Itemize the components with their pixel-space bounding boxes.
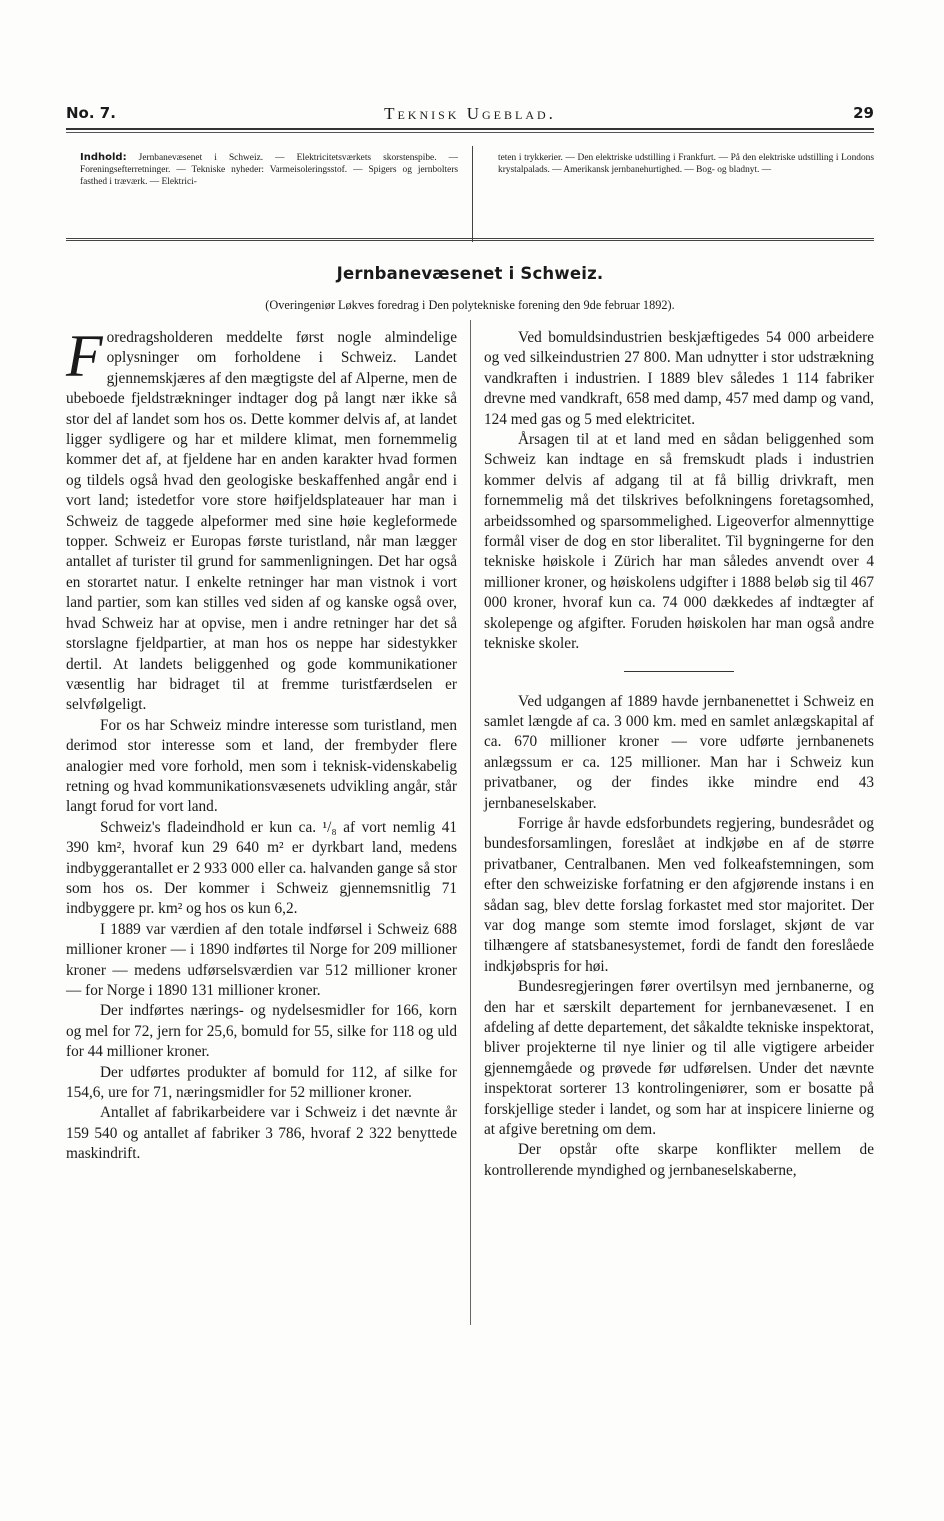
paragraph: For os har Schweiz mindre interesse som turistland, men derimod stor interesse som et land, der frembyder flere analogier med vore forhold, men som i teknisk-videnskabelig retning og hvad kommunikationsvæsenets udvikling angår, står langt forud for vort land.	[66, 716, 457, 816]
paragraph: Der opstår ofte skarpe konflikter mellem de kontrollerende myndighed og jernbaneselskaberne,	[484, 1141, 874, 1179]
paragraph-text: oredragsholderen meddelte først nogle almindelige oplysninger om forholdene i Schweiz. Landet gjennemskjæres af den mægtigste del af Alperne, men de ubeboede fjeldstrækninger indtager dog på langt nær ikke så stor del af landet som hos os. Dette kommer delvis af, at landet ligger sydligere og har et mildere klimat, men fornemmelig kommer det af, at fjeldene har en anden karakter hvad formen og tildels også hvad den geologiske beskaffenhed angår end i vort land; istedetfor vore store høifjeldsplateauer har man i Schweiz de taggede alpeformer med sine høie kegleformede topper. Schweiz er Europas første turistland, når man lægger antallet af turister til grund for sammenligningen. Det har også en storartet natur. I enkelte retninger har man vistnok i vort land partier, som kan stilles ved siden af og kanske også over, hvad Schweiz har at opvise, men i andre retninger har det så storslagne fjeldpartier, at man hos os neppe har sidestykker dertil. At landets beliggenhed og gode kommunikationer væsentlig har bidraget til at fremme turistfærdselen er selvfølgeligt.	[66, 329, 457, 714]
paragraph: Antallet af fabrikarbeidere var i Schweiz i det nævnte år 159 540 og antallet af fabriker 3 786, hvoraf 2 322 benyttede maskindrift.	[66, 1104, 457, 1163]
contents-label: Indhold:	[80, 152, 127, 163]
paragraph: Ved bomuldsindustrien beskjæftigedes 54 000 arbeidere og ved silkeindustrien 27 800. Man udnytter i stor udstrækning vandkraften i industrien. I 1889 blev således 1 114 fabriker drevne med vandkraft, 658 med damp, 457 med damp og vand, 124 med gas og 5 med elektricitet.	[484, 329, 874, 428]
paragraph: Der indførtes nærings- og nydelsesmidler for 166, korn og mel for 72, jern for 25,6, bomuld for 55, silke for 118 og uld for 44 millioner kroner.	[66, 1002, 457, 1061]
article-subtitle: (Overingeniør Løkves foredrag i Den polytekniske forening den 9de februar 1892).	[265, 298, 675, 312]
contents-column-1	[80, 152, 458, 188]
publication-title: Teknisk Ugeblad.	[384, 104, 556, 123]
header-rule-thin	[66, 132, 874, 133]
column-divider	[470, 320, 471, 1325]
paragraph: I 1889 var værdien af den totale indførsel i Schweiz 688 millioner kroner — i 1890 indførtes til Norge for 209 millioner kroner — medens udførselsværdien var 512 millioner kroner — for Norge i 1890 131 millioner kroner.	[66, 920, 457, 999]
article-title: Jernbanevæsenet i Schweiz.	[336, 264, 604, 283]
paragraph: Bundesregjeringen fører overtilsyn med jernbanerne, og den har et særskilt departement for jernbanevæsenet. I en afdeling af dette departement, det såkaldte tekniske inspektorat, bliver projekterne til nye linier og til alle vigtigere arbeider gjennemgåede og prøvede før udførelsen. Under det nævnte inspektorat sorterer 13 kontrolingeniører, som er bosatte på forskjellige steder i landet, og som har at inspicere linierne og at afgive beretning om dem.	[484, 978, 874, 1139]
right-column	[484, 328, 874, 1181]
paragraph: Der udførtes produkter af bomuld for 112, af silke for 154,6, ure for 71, næringsmidler for 52 millioner kroner.	[66, 1063, 457, 1102]
left-column	[66, 323, 457, 1165]
contents-text-2: teten i trykkerier. — Den elektriske udstilling i Frankfurt. — På den elektriske udstilling i Londons krystalpalads. — Amerikansk jernbanehurtighed. — Bog- og bladnyt. —	[498, 153, 874, 175]
paragraph: Årsagen til at et land med en sådan beliggenhed som Schweiz kan indtage en så fremskudt plads i industrien kommer delvis af adgang til at få billig drivkraft, men fornemmelig må det tilskrives befolkningens foretagsomhed, arbeidssomhed og sparsommelighed. Ligeoverfor almennyttige formål viser de dog en stor liberalitet. Til bygningerne for den tekniske høiskole i Zürich har man således anvendt over 4 millioner kroner, og høiskolens udgifter i 1888 beløb sig til 467 000 kroner, hvoraf kun ca. 74 000 dækkedes af indtægter af skolepenge og afgifter. Foruden høiskolen har man også andre tekniske skoler.	[484, 431, 874, 653]
contents-rule	[66, 238, 874, 241]
contents-box	[80, 152, 874, 242]
issue-number: No. 7.	[66, 104, 116, 122]
header-rule	[66, 128, 874, 130]
section-divider	[624, 671, 734, 672]
contents-column-2	[498, 152, 874, 176]
paragraph: Forrige år havde edsforbundets regjering, bundesrådet og bundesforsamlingen, foreslået at indkjøbe en af de større privatbaner, Centralbanen. Men ved folkeafstemningen, som efter den schweiziske forfatning er den afgjørende instans i en sådan sag, blev dette forslag forkastet med stor majoritet. Der var dog mange som stemte imod forslaget, skjønt de var tilhængere af statsbanesystemet, fordi de fandt den foreslåede indkjøbspris for høi.	[484, 814, 874, 975]
page-number: 29	[853, 104, 874, 122]
drop-cap: F	[66, 323, 103, 389]
paragraph: Ved udgangen af 1889 havde jernbanenettet i Schweiz en samlet længde af ca. 3 000 km. med en samlet anlægskapital af ca. 670 millioner kroner — vore udførte jernbanenets anlægssum er ca. 125 millioner. Man har i Schweiz kun privatbaner, og der findes ikke mindre end 43 jernbaneselskaber.	[484, 692, 874, 812]
contents-text-1: Jernbanevæsenet i Schweiz. — Elektricitetsværkets skorstenspibe. — Foreningsefterretninger. — Tekniske nyheder: Varmeisoleringsstof. — Spigers og jernbolters fasthed i træværk. — Elektrici-	[80, 153, 458, 187]
paragraph: Schweiz's fladeindhold er kun ca. ¹/₈ af vort nemlig 41 390 km², hvoraf kun 29 640 m² er dyrkbart land, medens indbyggerantallet er 2 933 000 eller ca. halvanden gange så stor som hos os. Der kommer i Schweiz gjennemsnitlig 71 indbyggere pr. km² og hos os kun 6,2.	[66, 818, 457, 918]
running-header	[66, 104, 874, 128]
contents-divider	[472, 146, 473, 242]
paragraph	[66, 323, 457, 716]
